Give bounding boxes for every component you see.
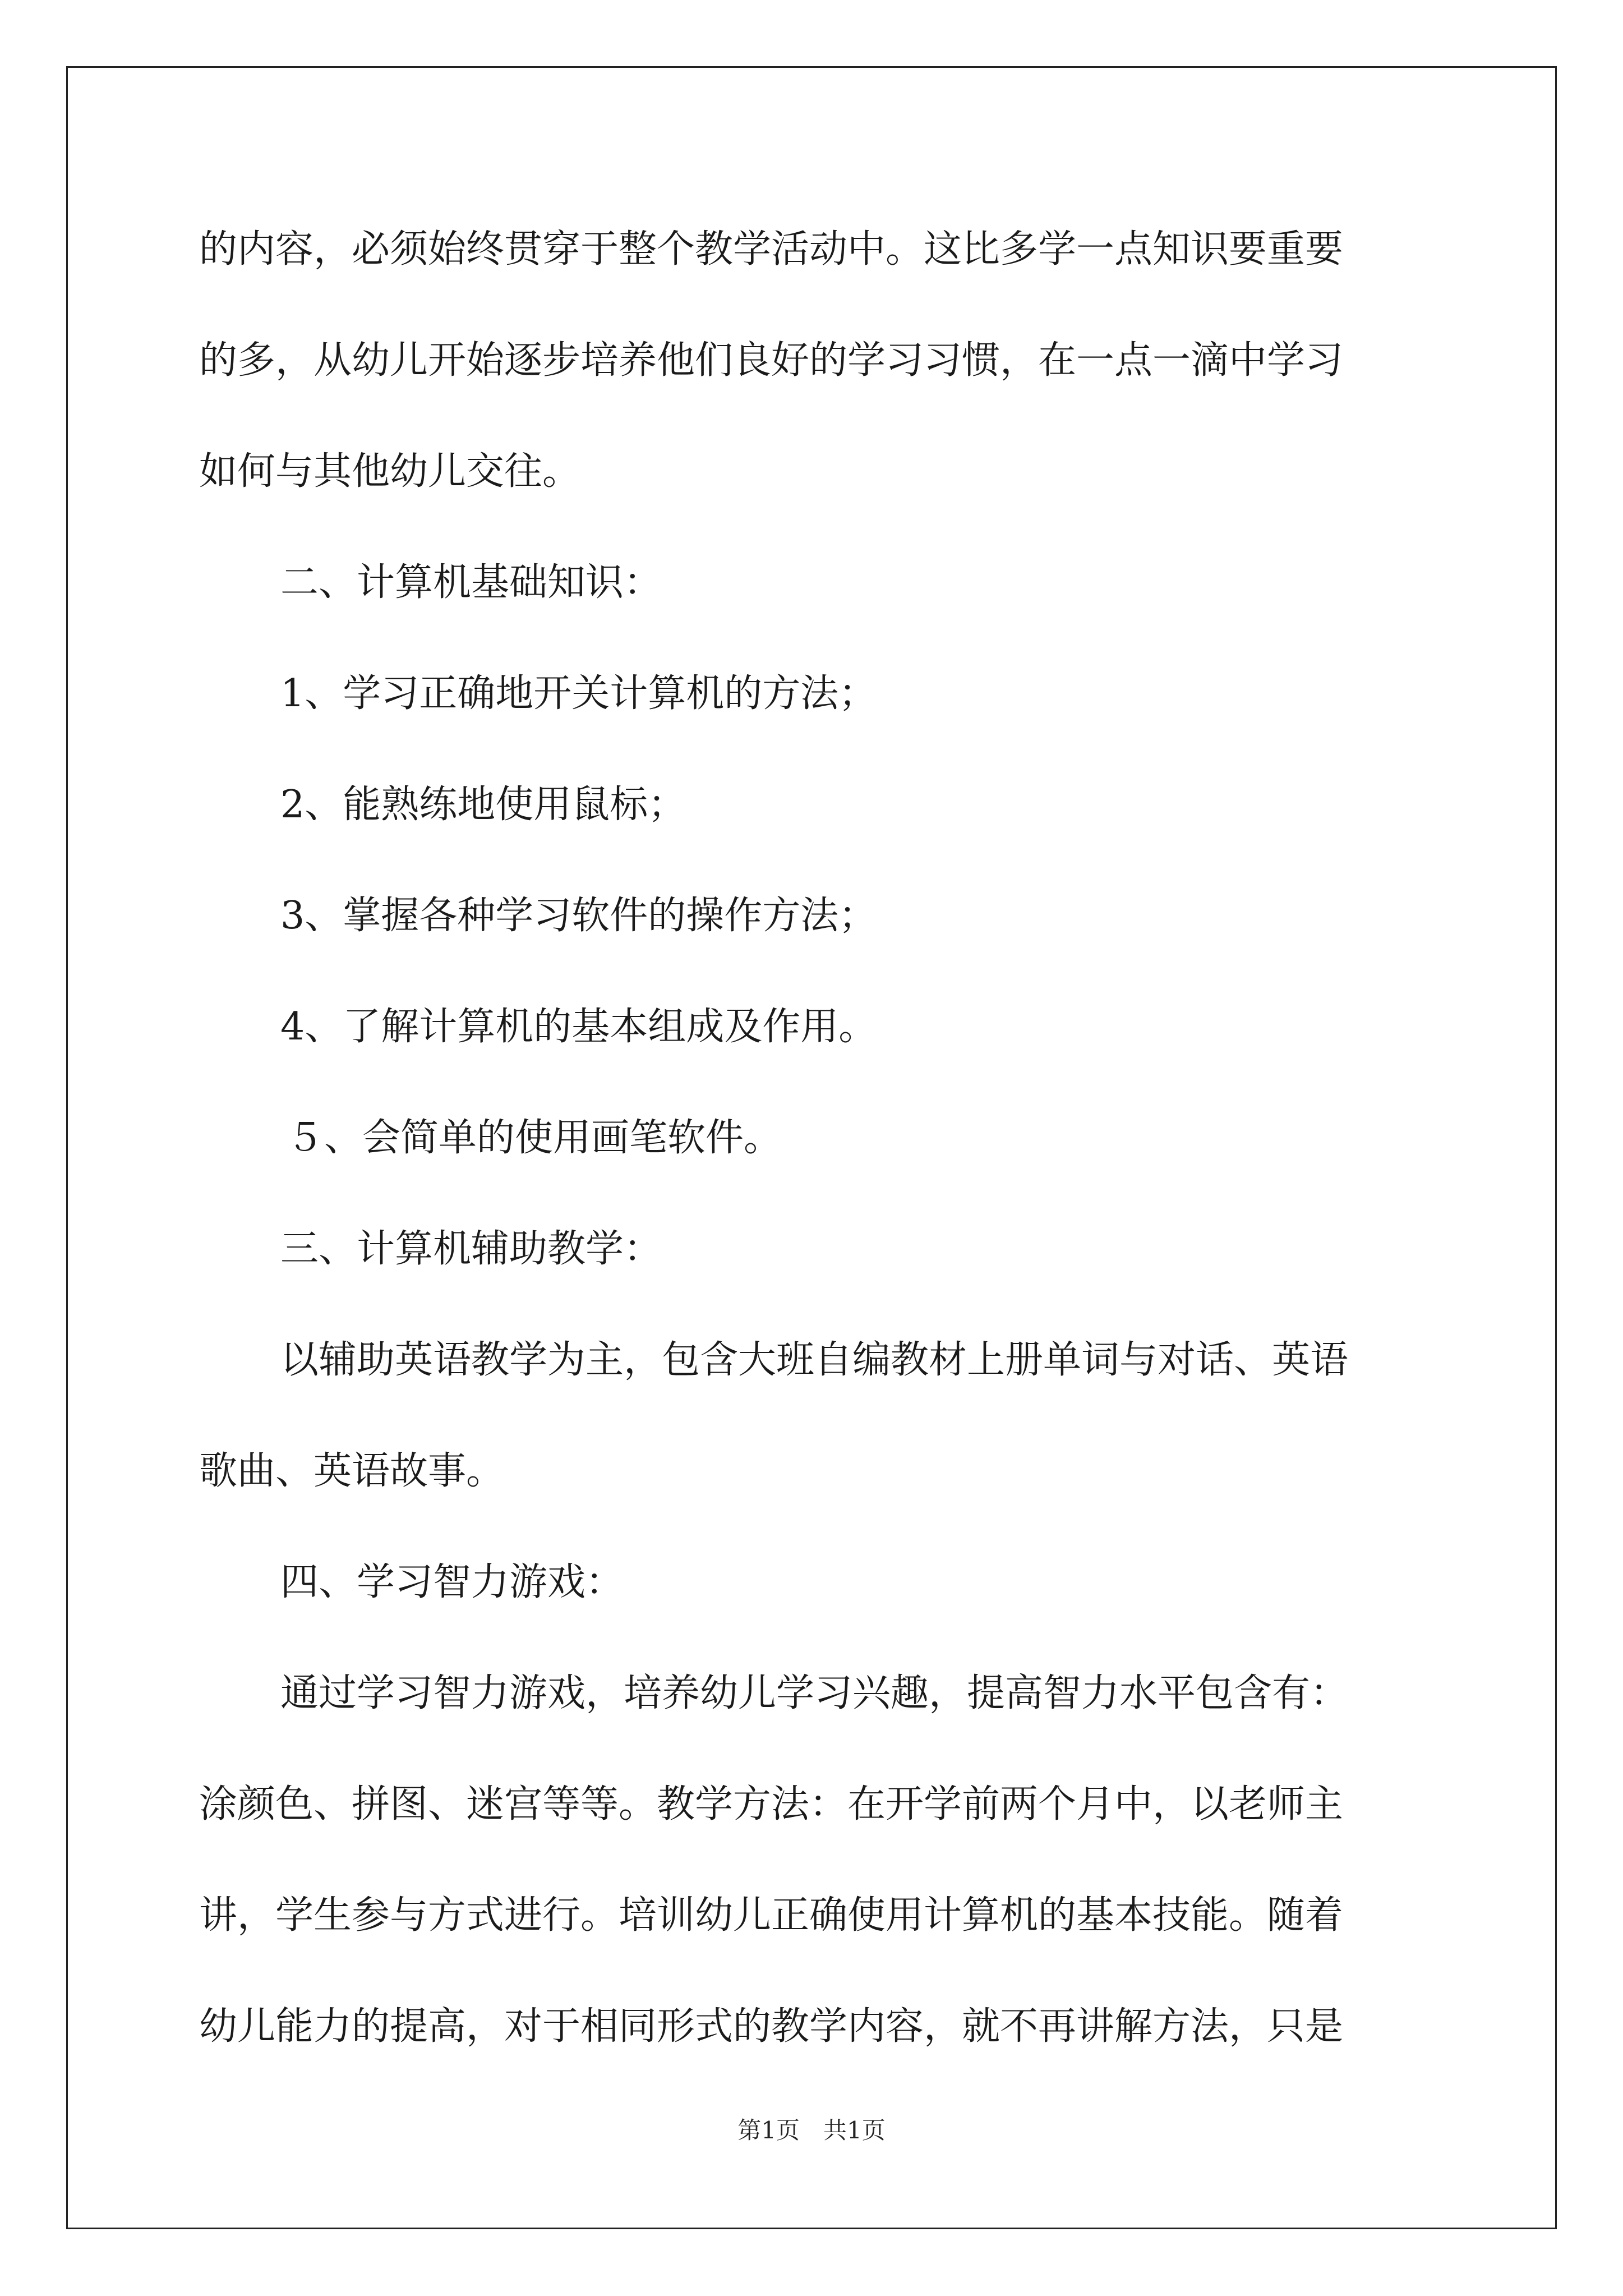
paragraph-line: 歌曲、英语故事。 [199, 1449, 505, 1493]
list-item: ５、会简单的使用画笔软件。 [286, 1116, 782, 1160]
list-item: 2、能熟练地使用鼠标； [280, 783, 686, 827]
list-item: 3、掌握各种学习软件的操作方法； [280, 894, 877, 938]
paragraph-line: 幼儿能力的提高，对于相同形式的教学内容，就不再讲解方法，只是 [199, 2004, 1344, 2049]
section-heading: 四、学习智力游戏： [280, 1560, 624, 1604]
paragraph-line: 通过学习智力游戏，培养幼儿学习兴趣，提高智力水平包含有： [280, 1671, 1349, 1715]
paragraph-line: 如何与其他幼儿交往。 [199, 449, 581, 494]
paragraph-line: 涂颜色、拼图、迷宫等等。教学方法：在开学前两个月中，以老师主 [199, 1782, 1344, 1826]
page-footer: 第1页 共1页 [737, 2116, 886, 2144]
list-item: 4、了解计算机的基本组成及作用。 [280, 1005, 877, 1049]
section-heading: 三、计算机辅助教学： [280, 1227, 662, 1271]
paragraph-line: 以辅助英语教学为主，包含大班自编教材上册单词与对话、英语 [280, 1338, 1349, 1382]
section-heading: 二、计算机基础知识： [280, 560, 662, 605]
paragraph-line: 的内容，必须始终贯穿于整个教学活动中。这比多学一点知识要重要 [199, 227, 1344, 272]
list-item: 1、学习正确地开关计算机的方法； [280, 671, 877, 716]
paragraph-line: 讲，学生参与方式进行。培训幼儿正确使用计算机的基本技能。随着 [199, 1893, 1344, 1938]
paragraph-line: 的多，从幼儿开始逐步培养他们良好的学习习惯，在一点一滴中学习 [199, 338, 1344, 383]
